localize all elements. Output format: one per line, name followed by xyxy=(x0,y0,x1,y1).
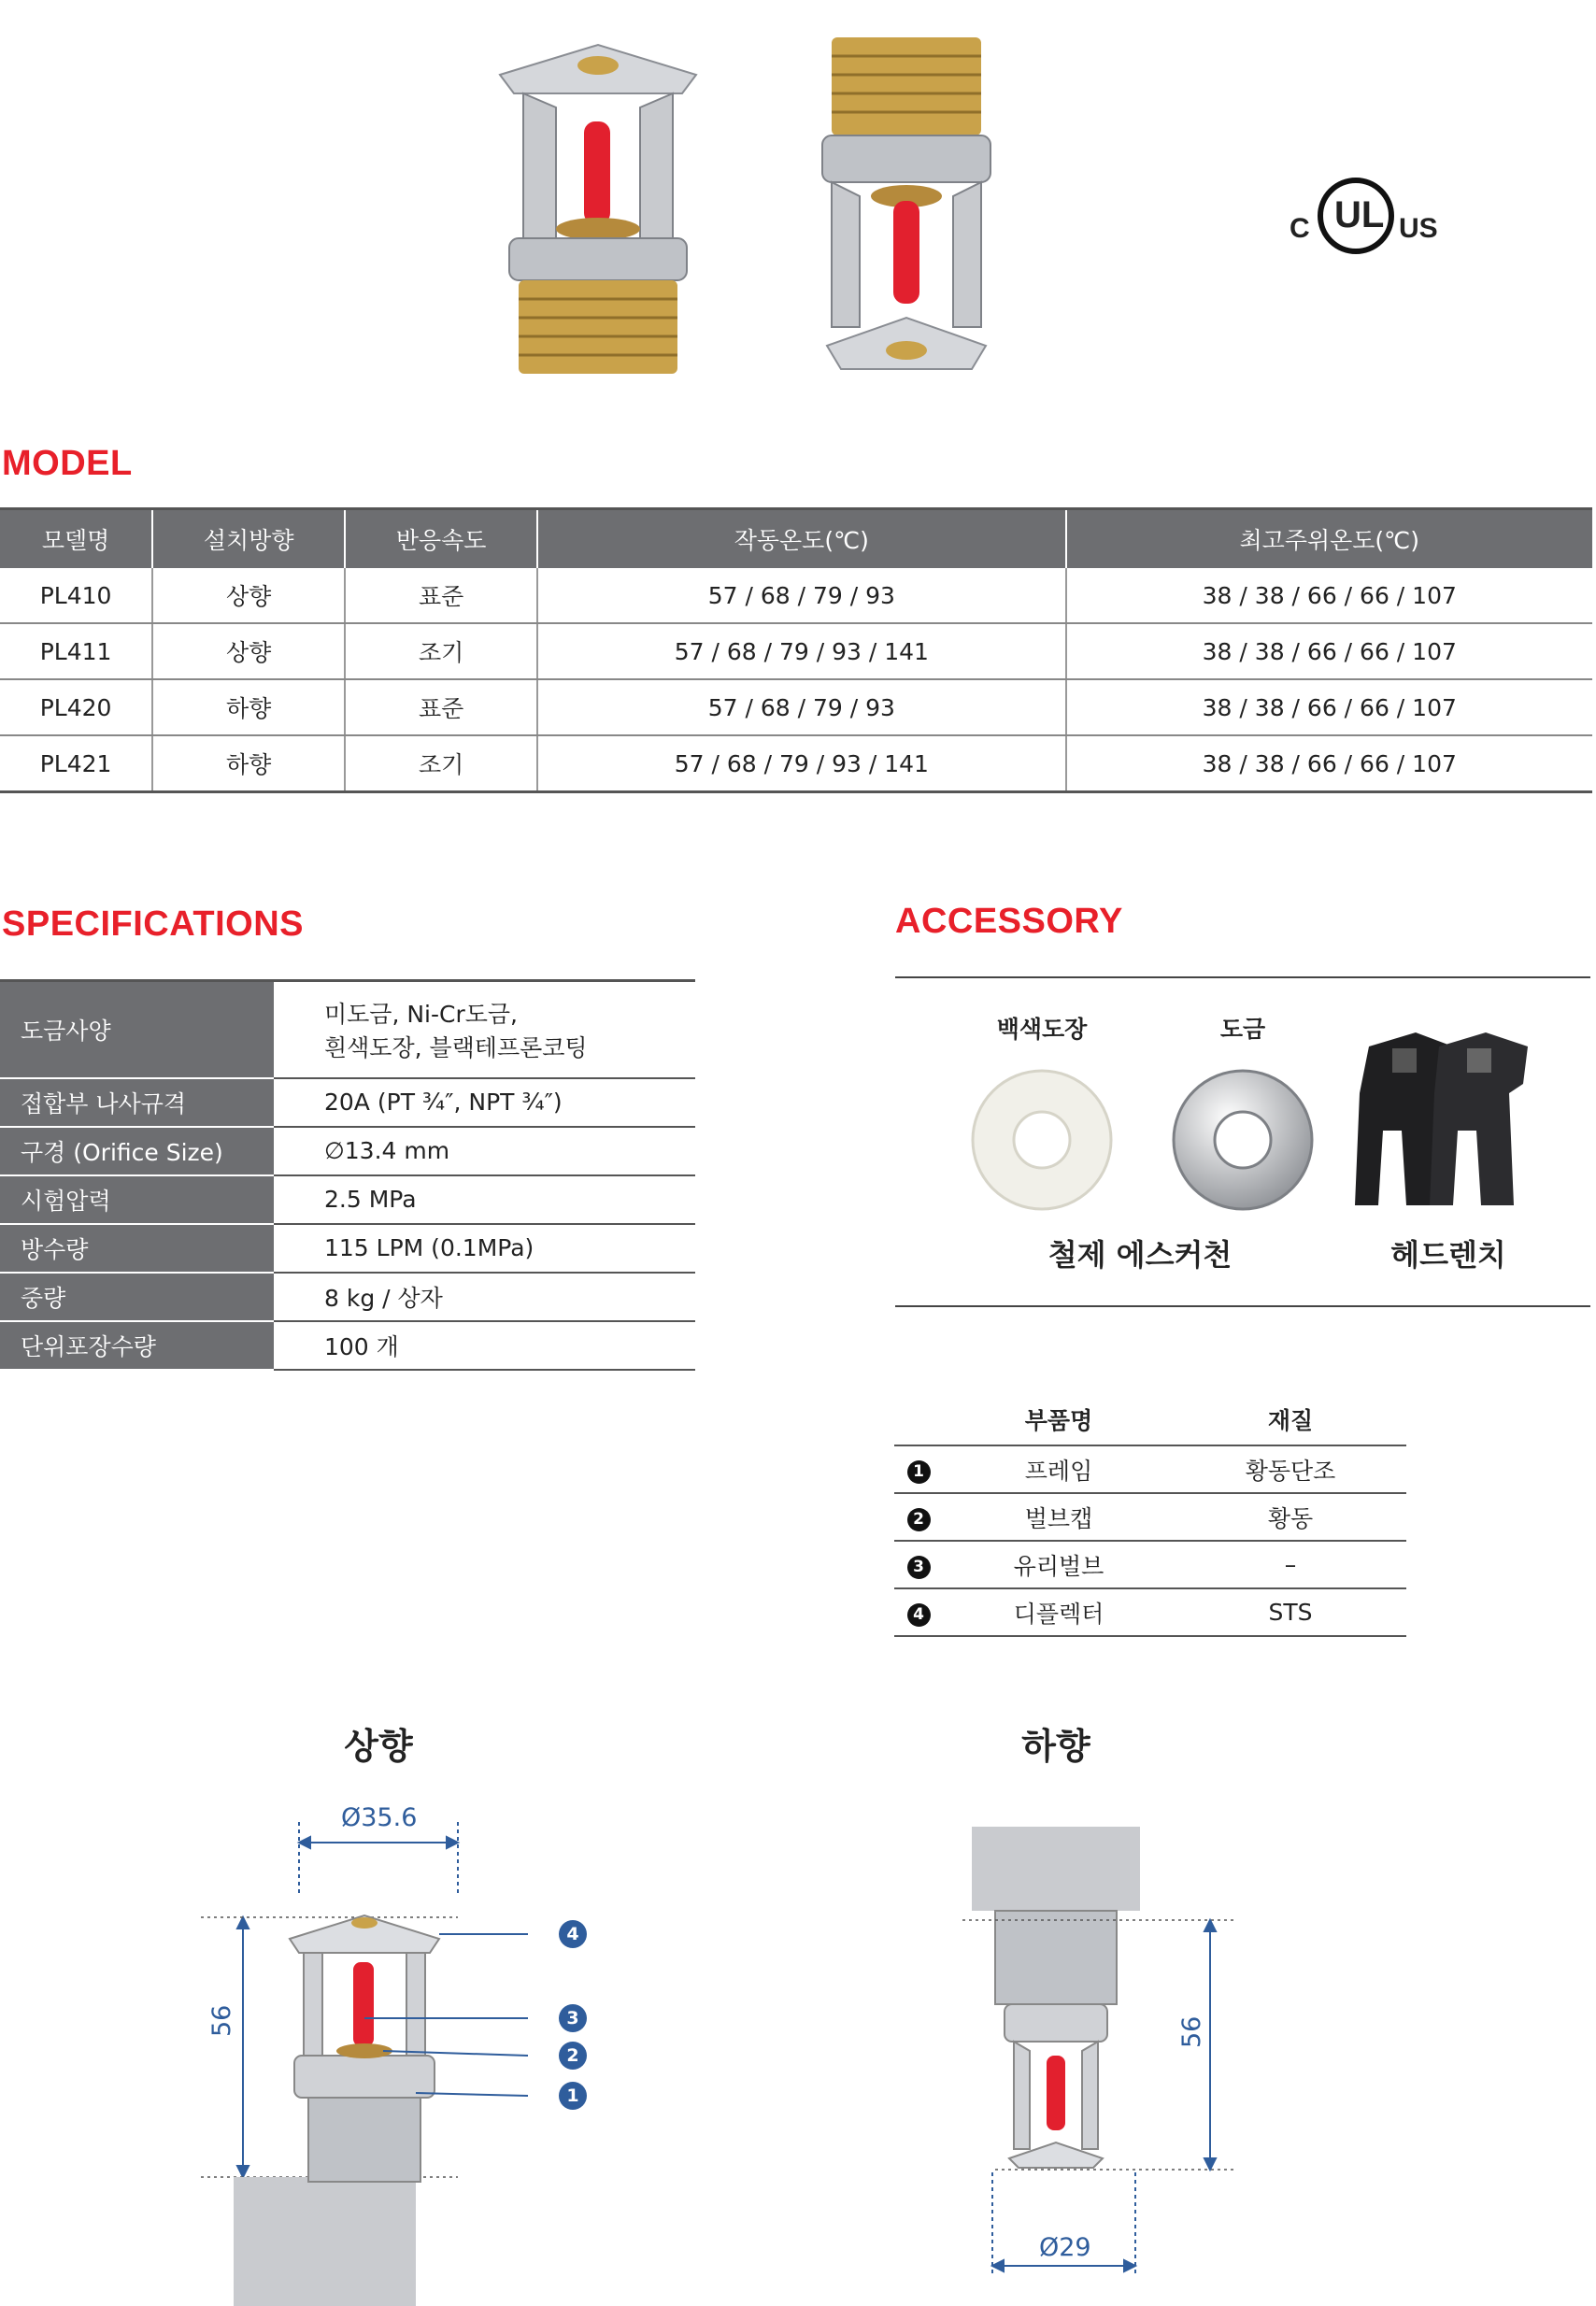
spec-key: 시험압력 xyxy=(0,1175,274,1224)
pendent-width-dimension: Ø29 xyxy=(1039,2233,1091,2262)
white-escutcheon-image xyxy=(967,1065,1117,1215)
pendent-dimension-diagram xyxy=(953,1827,1252,2275)
table-cell: 38 / 38 / 66 / 66 / 107 xyxy=(1066,735,1592,792)
table-cell: 57 / 68 / 79 / 93 xyxy=(537,679,1065,735)
table-row xyxy=(0,1078,695,1127)
table-row xyxy=(0,1175,695,1224)
callout-2-badge: 2 xyxy=(559,2042,587,2070)
part-number xyxy=(894,1493,943,1541)
table-cell: 조기 xyxy=(345,623,537,679)
part-name: 프레임 xyxy=(943,1445,1175,1493)
plated-escutcheon-image xyxy=(1168,1065,1318,1215)
table-cell: PL410 xyxy=(0,568,152,623)
ul-certification-mark: C UL US xyxy=(1290,178,1439,262)
table-row xyxy=(0,1127,695,1175)
pendent-diagram-title: 하향 xyxy=(1021,1726,1090,1767)
part-material: – xyxy=(1175,1541,1406,1588)
part-number xyxy=(894,1445,943,1493)
table-row xyxy=(894,1445,1406,1493)
table-row xyxy=(894,1493,1406,1541)
model-section-title: MODEL xyxy=(2,444,133,483)
model-header-cell: 설치방향 xyxy=(152,509,345,569)
table-cell: 조기 xyxy=(345,735,537,792)
specifications-section-title: SPECIFICATIONS xyxy=(2,904,304,944)
table-row xyxy=(0,1224,695,1273)
table-cell: 38 / 38 / 66 / 66 / 107 xyxy=(1066,679,1592,735)
model-header-cell: 최고주위온도(℃) xyxy=(1066,509,1592,569)
spec-key: 구경 (Orifice Size) xyxy=(0,1127,274,1175)
parts-table xyxy=(894,1394,1406,1637)
table-cell: 표준 xyxy=(345,679,537,735)
divider xyxy=(895,976,1590,978)
table-cell: 57 / 68 / 79 / 93 / 141 xyxy=(537,623,1065,679)
spec-value: 115 LPM (0.1MPa) xyxy=(324,1234,534,1261)
table-cell: 38 / 38 / 66 / 66 / 107 xyxy=(1066,623,1592,679)
parts-table-header xyxy=(894,1394,1406,1445)
parts-header-blank xyxy=(894,1394,943,1445)
table-cell: 하향 xyxy=(152,735,345,792)
specifications-table xyxy=(0,979,695,1371)
head-wrench-image xyxy=(1350,1028,1551,1215)
part-number-badge: 1 xyxy=(907,1460,931,1484)
spec-value: ∅13.4 mm xyxy=(324,1137,450,1164)
table-row xyxy=(0,1321,695,1370)
spec-key: 방수량 xyxy=(0,1224,274,1273)
table-row xyxy=(894,1541,1406,1588)
spec-key: 도금사양 xyxy=(0,981,274,1078)
part-number-badge: 4 xyxy=(907,1603,931,1627)
pendent-sprinkler-photo xyxy=(813,28,1000,383)
ul-circle-icon: UL xyxy=(1318,178,1394,254)
table-cell: PL420 xyxy=(0,679,152,735)
callout-1-badge: 1 xyxy=(559,2082,587,2110)
table-cell: 57 / 68 / 79 / 93 / 141 xyxy=(537,735,1065,792)
part-number-badge: 2 xyxy=(907,1508,931,1531)
part-number xyxy=(894,1541,943,1588)
spec-value-line: 흰색도장, 블랙테프론코팅 xyxy=(324,1033,588,1061)
plated-escutcheon-label: 도금 xyxy=(1219,1016,1266,1043)
part-material: STS xyxy=(1175,1588,1406,1636)
table-row xyxy=(0,679,1592,735)
table-row xyxy=(0,735,1592,792)
table-row xyxy=(0,568,1592,623)
head-wrench-label: 헤드렌치 xyxy=(1390,1237,1506,1273)
white-escutcheon-label: 백색도장 xyxy=(996,1016,1088,1043)
spec-key: 단위포장수량 xyxy=(0,1321,274,1370)
part-name: 벌브캡 xyxy=(943,1493,1175,1541)
upright-sprinkler-photo xyxy=(481,28,715,383)
spec-value xyxy=(274,981,695,1078)
table-cell: PL411 xyxy=(0,623,152,679)
model-header-cell: 반응속도 xyxy=(345,509,537,569)
part-name: 유리벌브 xyxy=(943,1541,1175,1588)
table-cell: 57 / 68 / 79 / 93 xyxy=(537,568,1065,623)
upright-diagram-title: 상향 xyxy=(344,1726,413,1767)
pendent-height-dimension: 56 xyxy=(1177,2015,1206,2048)
part-number xyxy=(894,1588,943,1636)
spec-value: 2.5 MPa xyxy=(324,1186,417,1213)
spec-value: 100 개 xyxy=(324,1332,399,1360)
table-cell: 상향 xyxy=(152,623,345,679)
model-header-cell: 작동온도(℃) xyxy=(537,509,1065,569)
accessory-section-title: ACCESSORY xyxy=(895,902,1123,941)
part-material: 황동 xyxy=(1175,1493,1406,1541)
spec-key: 중량 xyxy=(0,1273,274,1321)
divider xyxy=(895,1305,1590,1307)
table-cell: 하향 xyxy=(152,679,345,735)
table-row xyxy=(894,1588,1406,1636)
table-cell: 표준 xyxy=(345,568,537,623)
escutcheon-label: 철제 에스커천 xyxy=(1047,1237,1233,1273)
model-table-header xyxy=(0,509,1592,569)
part-number-badge: 3 xyxy=(907,1556,931,1579)
table-cell: PL421 xyxy=(0,735,152,792)
model-table xyxy=(0,507,1592,793)
parts-header-cell: 재질 xyxy=(1175,1394,1406,1445)
spec-key: 접합부 나사규격 xyxy=(0,1078,274,1127)
upright-width-dimension: Ø35.6 xyxy=(341,1803,418,1832)
part-material: 황동단조 xyxy=(1175,1445,1406,1493)
spec-value: 8 kg / 상자 xyxy=(324,1284,443,1312)
table-row xyxy=(0,623,1592,679)
spec-value: 20A (PT ¾″, NPT ¾″) xyxy=(324,1089,563,1116)
model-header-cell: 모델명 xyxy=(0,509,152,569)
callout-4-badge: 4 xyxy=(559,1920,587,1948)
spec-value-line: 미도금, Ni-Cr도금, xyxy=(324,1000,518,1028)
table-row xyxy=(0,1273,695,1321)
table-row xyxy=(0,981,695,1078)
table-cell: 상향 xyxy=(152,568,345,623)
table-cell: 38 / 38 / 66 / 66 / 107 xyxy=(1066,568,1592,623)
parts-header-cell: 부품명 xyxy=(943,1394,1175,1445)
upright-height-dimension: 56 xyxy=(207,2004,236,2037)
callout-3-badge: 3 xyxy=(559,2004,587,2032)
part-name: 디플렉터 xyxy=(943,1588,1175,1636)
